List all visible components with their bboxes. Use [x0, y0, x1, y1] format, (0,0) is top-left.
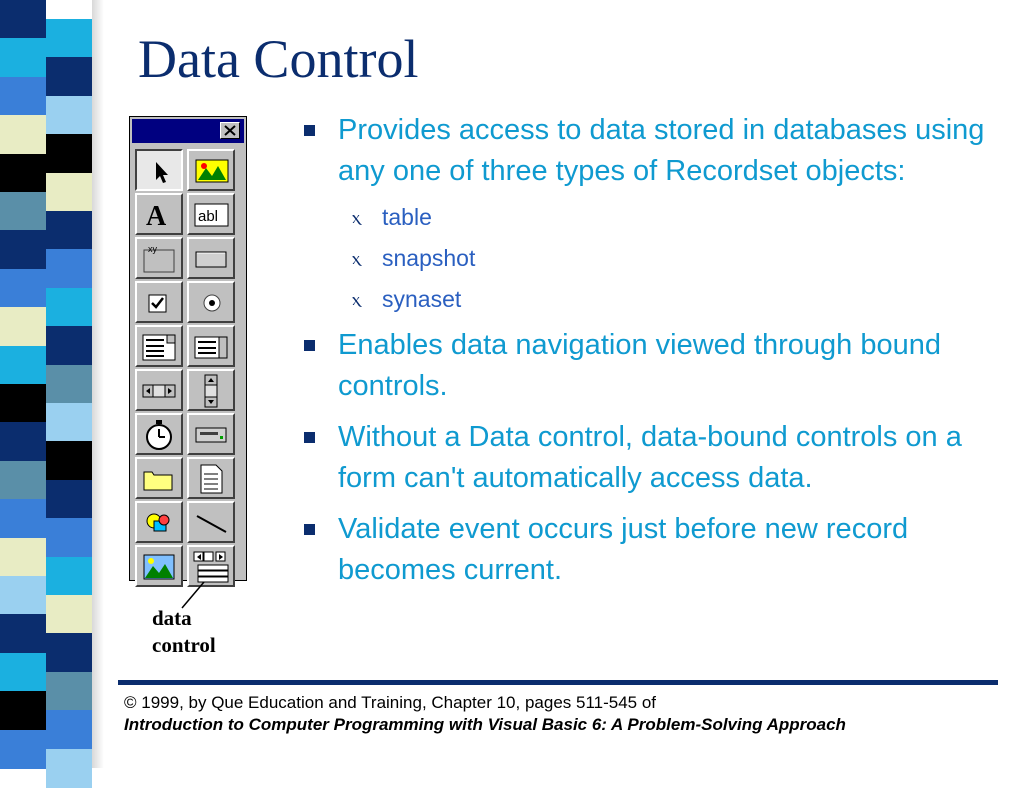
tool-frame[interactable]	[135, 237, 183, 279]
image-icon	[140, 550, 178, 584]
bullet-text: Without a Data control, data-bound controls on a form can't automatically access data.	[338, 421, 962, 494]
tool-drivelistbox[interactable]	[187, 413, 235, 455]
sub-bullet-text: table	[382, 204, 432, 230]
tool-listbox[interactable]	[187, 325, 235, 367]
stripe-cell	[46, 288, 92, 327]
bullet-text: Provides access to data stored in databases using any one of three types of Recordset objects:	[338, 114, 985, 187]
stripe-cell	[46, 595, 92, 634]
listbox-icon	[192, 330, 230, 364]
svg-text:xy: xy	[148, 244, 157, 254]
stripe-cell	[46, 518, 92, 557]
frame-icon	[140, 242, 178, 276]
square-bullet-icon	[304, 524, 315, 535]
decorative-stripe-bar	[0, 0, 92, 768]
pointer-icon	[140, 154, 178, 188]
label-icon	[140, 198, 178, 232]
data-control-caption	[152, 605, 216, 659]
stripe-cell	[46, 211, 92, 250]
stripe-cell	[0, 691, 46, 730]
square-bullet-icon	[304, 340, 315, 351]
stripe-cell	[0, 730, 46, 769]
bullet-item	[300, 417, 1000, 499]
stripe-cell	[0, 499, 46, 538]
tool-commandbutton[interactable]	[187, 237, 235, 279]
square-bullet-icon	[304, 125, 315, 136]
stripe-cell	[0, 384, 46, 423]
vb-toolbox	[129, 116, 247, 581]
tool-filelistbox[interactable]	[187, 457, 235, 499]
stripe-cell	[46, 96, 92, 135]
sub-bullet-icon: ⲭ	[352, 248, 361, 268]
drivelistbox-icon	[192, 418, 230, 452]
sub-bullet-item	[300, 202, 1000, 232]
stripe-cell	[0, 461, 46, 500]
stripe-cell	[46, 557, 92, 596]
stripe-cell	[46, 326, 92, 365]
footer-rule	[118, 680, 998, 685]
bullet-text: Enables data navigation viewed through bound controls.	[338, 329, 942, 402]
stripe-cell	[0, 346, 46, 385]
tool-combobox[interactable]	[135, 325, 183, 367]
sub-bullet-icon: ⲭ	[352, 207, 361, 227]
stripe-cell	[0, 538, 46, 577]
shape-icon	[140, 506, 178, 540]
svg-text:A: A	[146, 201, 167, 232]
bullet-item	[300, 110, 1000, 192]
tool-picturebox[interactable]	[187, 149, 235, 191]
stripe-cell	[46, 403, 92, 442]
slide-title: Data Control	[138, 29, 419, 89]
tool-shape[interactable]	[135, 501, 183, 543]
sub-bullet-text: synaset	[382, 286, 462, 312]
stripe-cell	[46, 672, 92, 711]
bullet-text: Validate event occurs just before new record becomes current.	[338, 513, 909, 586]
stripe-cell	[46, 633, 92, 672]
data-control-icon	[192, 550, 230, 584]
stripe-cell	[0, 422, 46, 461]
caption-line-1: data	[152, 606, 192, 630]
tool-checkbox[interactable]	[135, 281, 183, 323]
footer-copyright: © 1999, by Que Education and Training, Chapter 10, pages 511-545 of	[124, 693, 657, 712]
sub-bullet-item	[300, 243, 1000, 273]
stripe-cell	[46, 57, 92, 96]
stripe-cell	[46, 365, 92, 404]
hscrollbar-icon	[140, 374, 178, 408]
stripe-cell	[0, 307, 46, 346]
stripe-cell	[0, 0, 46, 39]
tool-image[interactable]	[135, 545, 183, 587]
stripe-cell	[46, 441, 92, 480]
bullet-item	[300, 509, 1000, 591]
footer-book-title: Introduction to Computer Programming with Visual Basic 6: A Problem-Solving Approach	[124, 715, 846, 734]
filelistbox-icon	[192, 462, 230, 496]
tool-label[interactable]	[135, 193, 183, 235]
stripe-cell	[0, 576, 46, 615]
stripe-cell	[0, 115, 46, 154]
svg-text:abl: abl	[198, 208, 219, 225]
caption-line-2: control	[152, 633, 216, 657]
stripe-cell	[46, 480, 92, 519]
stripe-cell	[0, 192, 46, 231]
stripe-cell	[46, 749, 92, 788]
line-icon	[192, 506, 230, 540]
sub-bullet-item	[300, 284, 1000, 314]
stripe-cell	[46, 173, 92, 212]
toolbox-close-button[interactable]	[220, 122, 240, 139]
stripe-cell	[0, 77, 46, 116]
stripe-cell	[0, 230, 46, 269]
tool-timer[interactable]	[135, 413, 183, 455]
tool-line[interactable]	[187, 501, 235, 543]
stripe-cell	[46, 249, 92, 288]
tool-optionbutton[interactable]	[187, 281, 235, 323]
stripe-cell	[0, 269, 46, 308]
optionbutton-icon	[192, 286, 230, 320]
stripe-cell	[46, 19, 92, 58]
close-icon	[224, 125, 236, 136]
combobox-icon	[140, 330, 178, 364]
picturebox-icon	[192, 154, 230, 188]
stripe-cell	[0, 38, 46, 77]
stripe-cell	[0, 154, 46, 193]
tool-dirlistbox[interactable]	[135, 457, 183, 499]
bullet-item	[300, 325, 1000, 407]
vscrollbar-icon	[192, 374, 230, 408]
stripe-cell	[0, 653, 46, 692]
stripe-shadow	[92, 0, 104, 768]
sub-bullet-icon: ⲭ	[352, 289, 361, 309]
tool-textbox[interactable]	[187, 193, 235, 235]
timer-icon	[140, 418, 178, 452]
square-bullet-icon	[304, 432, 315, 443]
dirlistbox-icon	[140, 462, 178, 496]
sub-bullet-text: snapshot	[382, 245, 476, 271]
toolbox-titlebar	[132, 119, 244, 143]
tool-vscrollbar[interactable]	[187, 369, 235, 411]
checkbox-icon	[140, 286, 178, 320]
tool-hscrollbar[interactable]	[135, 369, 183, 411]
stripe-cell	[0, 614, 46, 653]
commandbutton-icon	[192, 242, 230, 276]
textbox-icon	[192, 198, 230, 232]
stripe-cell	[46, 710, 92, 749]
stripe-cell	[46, 134, 92, 173]
tool-pointer[interactable]	[135, 149, 183, 191]
bullet-list	[300, 110, 1000, 601]
